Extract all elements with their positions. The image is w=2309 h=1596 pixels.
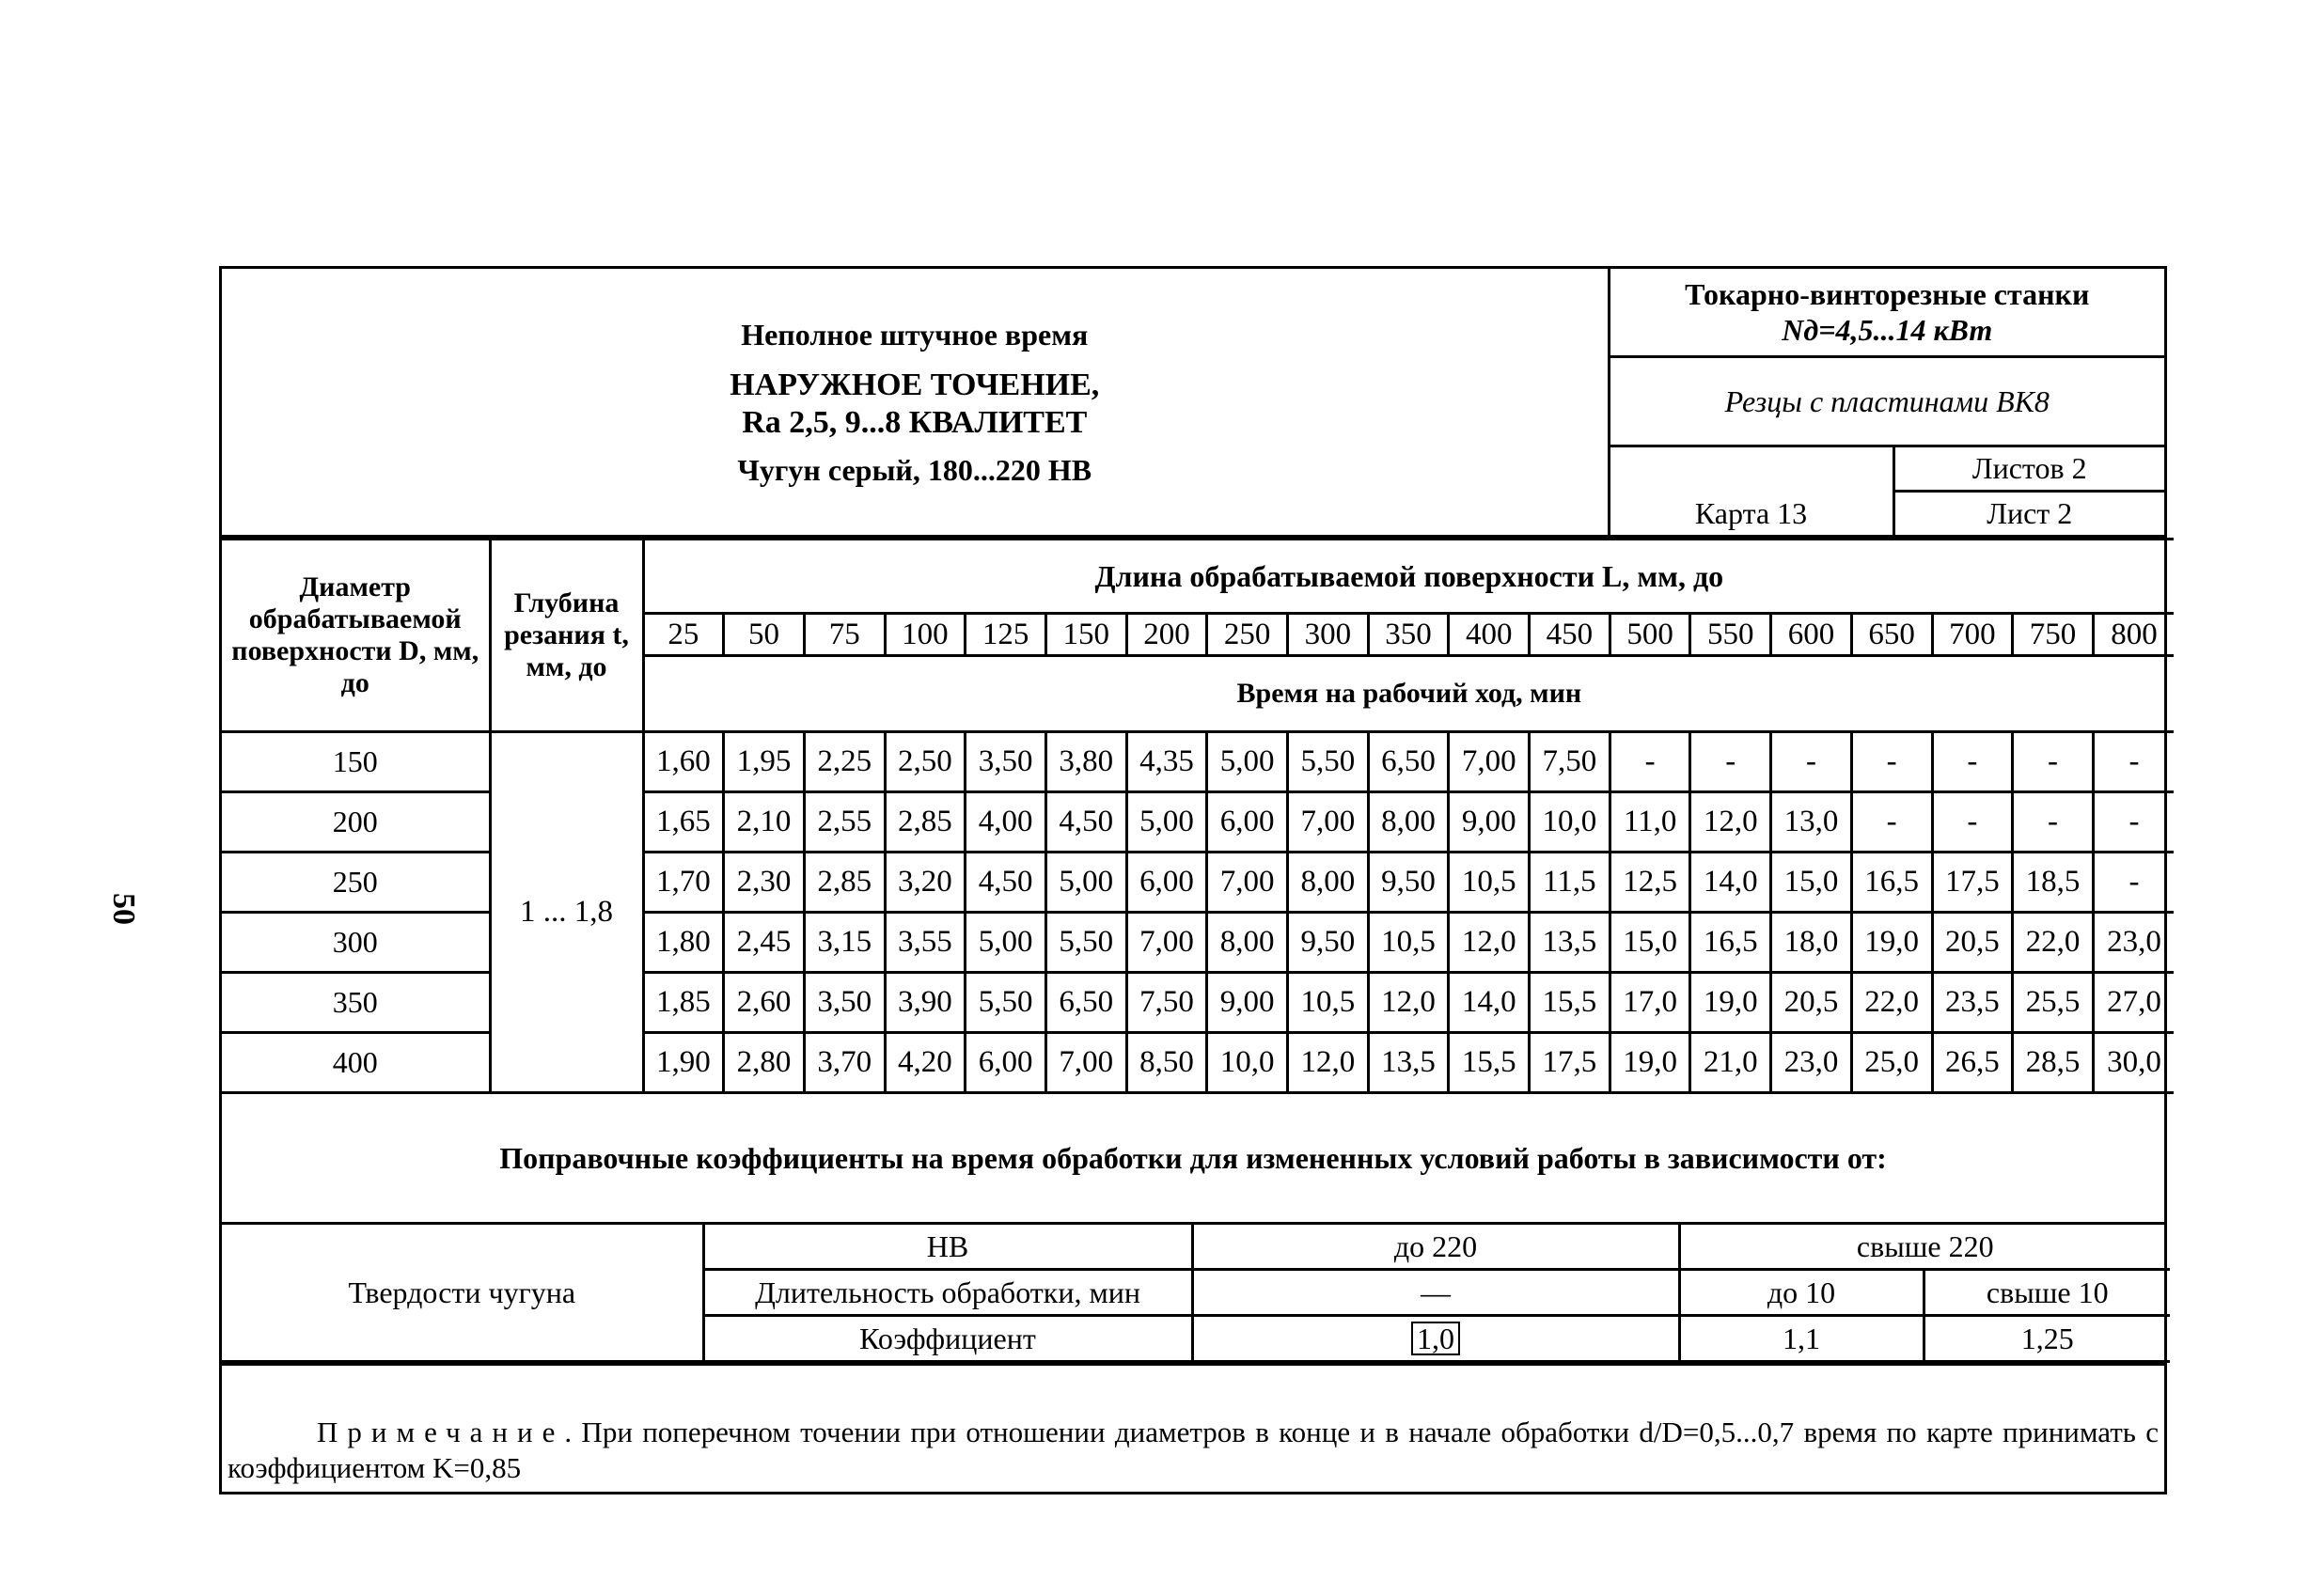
card-header — [222, 269, 2164, 538]
time-cell: - — [2093, 732, 2174, 792]
corrections-title: Поправочные коэффициенты на время обработки для измененных условий работы в зависимости от: — [222, 1094, 2164, 1225]
time-cell: 2,85 — [885, 792, 966, 853]
col-depth: Глубина резания t, мм, до — [490, 540, 643, 732]
time-cell: 8,00 — [1368, 792, 1449, 853]
duration-label: Длительность обработки, мин — [703, 1270, 1192, 1316]
time-cell: 1,90 — [643, 1033, 724, 1093]
diameter-cell: 250 — [222, 853, 490, 913]
time-cell: 1,65 — [643, 792, 724, 853]
card-number: Карта 13 — [1609, 446, 1893, 537]
coef-2: 1,1 — [1679, 1316, 1924, 1362]
diameter-cell: 150 — [222, 732, 490, 792]
time-cell: - — [1771, 732, 1852, 792]
time-cell: 13,0 — [1771, 792, 1852, 853]
time-cell: 2,25 — [804, 732, 885, 792]
time-cell: 2,60 — [724, 973, 805, 1033]
time-cell: 4,50 — [1045, 792, 1126, 853]
time-cell: 2,85 — [804, 853, 885, 913]
time-cell: 1,70 — [643, 853, 724, 913]
length-cell: 75 — [804, 614, 885, 656]
time-cell: 5,50 — [1045, 913, 1126, 973]
time-cell: 2,45 — [724, 913, 805, 973]
time-cell: 13,5 — [1368, 1033, 1449, 1093]
time-cell: 9,00 — [1449, 792, 1530, 853]
time-cell: - — [1851, 732, 1932, 792]
title-main-2: Ra 2,5, 9...8 КВАЛИТЕТ — [742, 404, 1088, 440]
length-cell: 500 — [1610, 614, 1690, 656]
title-small: Неполное штучное время — [741, 317, 1089, 352]
time-cell: 10,5 — [1288, 973, 1369, 1033]
time-cell: 6,50 — [1368, 732, 1449, 792]
table-row — [222, 732, 2174, 792]
corrections-table — [222, 1225, 2170, 1363]
time-cell: 17,5 — [1932, 853, 2013, 913]
time-cell: 3,80 — [1045, 732, 1126, 792]
duration-none: — — [1192, 1270, 1679, 1316]
time-cell: 3,15 — [804, 913, 885, 973]
time-cell: - — [1932, 792, 2013, 853]
time-cell: - — [2013, 792, 2094, 853]
time-cell: 18,0 — [1771, 913, 1852, 973]
length-header: Длина обрабатываемой поверхности L, мм, до — [643, 540, 2174, 614]
time-cell: 3,90 — [885, 973, 966, 1033]
time-cell: 26,5 — [1932, 1033, 2013, 1093]
time-cell: 22,0 — [2013, 913, 2094, 973]
time-cell: 23,5 — [1932, 973, 2013, 1033]
length-cell: 250 — [1207, 614, 1288, 656]
time-cell: 19,0 — [1610, 1033, 1690, 1093]
time-cell: 20,5 — [1932, 913, 2013, 973]
time-cell: 28,5 — [2013, 1033, 2094, 1093]
time-cell: 20,5 — [1771, 973, 1852, 1033]
coef-3: 1,25 — [1924, 1316, 2170, 1362]
note-text: . При поперечном точении при отношении диаметров в конце и в начале обработки d/D=0,5...0,7 время по карте принимать с коэффициентом K=0,85 — [228, 1416, 2159, 1484]
sheets-total: Листов 2 — [1893, 446, 2164, 492]
time-cell: 2,55 — [804, 792, 885, 853]
time-cell: 15,0 — [1771, 853, 1852, 913]
time-cell: 3,20 — [885, 853, 966, 913]
duration-gt-10: свыше 10 — [1924, 1270, 2170, 1316]
machine-block — [1609, 269, 2164, 357]
tool: Резцы с пластинами ВК8 — [1609, 357, 2164, 446]
time-cell: 4,20 — [885, 1033, 966, 1093]
machine-type: Токарно-винторезные станки — [1685, 277, 2090, 311]
time-cell: 6,50 — [1045, 973, 1126, 1033]
card-frame — [219, 266, 2167, 1494]
time-cell: 9,00 — [1207, 973, 1288, 1033]
time-table — [222, 538, 2174, 1094]
time-cell: 21,0 — [1690, 1033, 1771, 1093]
time-cell: 3,50 — [966, 732, 1046, 792]
hb-gt-220: свыше 220 — [1679, 1225, 2170, 1270]
time-cell: 11,5 — [1530, 853, 1610, 913]
time-cell: 8,00 — [1288, 853, 1369, 913]
material: Чугун серый, 180...220 НВ — [737, 452, 1092, 487]
time-cell: 6,00 — [1126, 853, 1207, 913]
time-cell: 3,55 — [885, 913, 966, 973]
time-cell: 2,50 — [885, 732, 966, 792]
time-cell: 12,0 — [1368, 973, 1449, 1033]
time-cell: 14,0 — [1690, 853, 1771, 913]
time-cell: 13,5 — [1530, 913, 1610, 973]
length-cell: 400 — [1449, 614, 1530, 656]
time-cell: 12,0 — [1690, 792, 1771, 853]
time-cell: 12,5 — [1610, 853, 1690, 913]
time-cell: - — [2013, 732, 2094, 792]
time-cell: 27,0 — [2093, 973, 2174, 1033]
time-cell: 17,5 — [1530, 1033, 1610, 1093]
time-cell: 16,5 — [1690, 913, 1771, 973]
time-cell: 14,0 — [1449, 973, 1530, 1033]
length-cell: 25 — [643, 614, 724, 656]
time-cell: 19,0 — [1851, 913, 1932, 973]
time-cell: 6,00 — [1207, 792, 1288, 853]
length-cell: 350 — [1368, 614, 1449, 656]
time-cell: 18,5 — [2013, 853, 2094, 913]
title-block — [222, 269, 1609, 537]
time-cell: 16,5 — [1851, 853, 1932, 913]
time-cell: 7,00 — [1449, 732, 1530, 792]
time-header: Время на рабочий ход, мин — [643, 656, 2174, 732]
time-cell: - — [2093, 853, 2174, 913]
time-cell: 7,50 — [1530, 732, 1610, 792]
diameter-cell: 400 — [222, 1033, 490, 1093]
hb-label: НВ — [703, 1225, 1192, 1270]
time-cell: 12,0 — [1449, 913, 1530, 973]
length-cell: 650 — [1851, 614, 1932, 656]
time-cell: 12,0 — [1288, 1033, 1369, 1093]
time-cell: 7,50 — [1126, 973, 1207, 1033]
time-cell: 17,0 — [1610, 973, 1690, 1033]
time-cell: 10,5 — [1368, 913, 1449, 973]
time-cell: 22,0 — [1851, 973, 1932, 1033]
title-main-1: НАРУЖНОЕ ТОЧЕНИЕ, — [730, 367, 1100, 402]
time-cell: 3,70 — [804, 1033, 885, 1093]
time-cell: - — [1610, 732, 1690, 792]
length-cell: 125 — [966, 614, 1046, 656]
note — [222, 1363, 2164, 1492]
time-cell: 15,0 — [1610, 913, 1690, 973]
time-cell: 1,80 — [643, 913, 724, 973]
time-cell: 1,85 — [643, 973, 724, 1033]
time-cell: 23,0 — [1771, 1033, 1852, 1093]
col-diameter: Диаметр обрабатываемой поверхности D, мм, до — [222, 540, 490, 732]
time-cell: 10,0 — [1207, 1033, 1288, 1093]
coef-1: 1,0 — [1411, 1322, 1460, 1355]
time-cell: 19,0 — [1690, 973, 1771, 1033]
duration-le-10: до 10 — [1679, 1270, 1924, 1316]
time-cell: 5,00 — [1207, 732, 1288, 792]
time-cell: 25,5 — [2013, 973, 2094, 1033]
time-cell: 9,50 — [1288, 913, 1369, 973]
time-cell: - — [1690, 732, 1771, 792]
time-cell: 15,5 — [1449, 1033, 1530, 1093]
time-cell: 1,60 — [643, 732, 724, 792]
machine-power: Nд=4,5...14 кВт — [1782, 313, 1993, 347]
length-cell: 450 — [1530, 614, 1610, 656]
time-cell: 6,00 — [966, 1033, 1046, 1093]
length-cell: 200 — [1126, 614, 1207, 656]
coef-1-cell — [1192, 1316, 1679, 1362]
hb-le-220: до 220 — [1192, 1225, 1679, 1270]
time-cell: 8,00 — [1207, 913, 1288, 973]
page-number: 50 — [106, 893, 141, 925]
time-cell: 7,00 — [1126, 913, 1207, 973]
time-cell: 5,50 — [1288, 732, 1369, 792]
length-cell: 750 — [2013, 614, 2094, 656]
length-cell: 50 — [724, 614, 805, 656]
time-cell: 8,50 — [1126, 1033, 1207, 1093]
time-cell: - — [1932, 732, 2013, 792]
time-cell: 2,80 — [724, 1033, 805, 1093]
time-cell: 23,0 — [2093, 913, 2174, 973]
diameter-cell: 200 — [222, 792, 490, 853]
length-cell: 700 — [1932, 614, 2013, 656]
time-cell: 25,0 — [1851, 1033, 1932, 1093]
length-cell: 600 — [1771, 614, 1852, 656]
time-cell: - — [1851, 792, 1932, 853]
time-cell: 4,35 — [1126, 732, 1207, 792]
time-cell: 30,0 — [2093, 1033, 2174, 1093]
time-cell: 9,50 — [1368, 853, 1449, 913]
time-cell: 4,50 — [966, 853, 1046, 913]
length-cell: 150 — [1045, 614, 1126, 656]
length-cell: 800 — [2093, 614, 2174, 656]
coef-label: Коэффициент — [703, 1316, 1192, 1362]
time-cell: 5,00 — [1045, 853, 1126, 913]
time-cell: 7,00 — [1045, 1033, 1126, 1093]
time-cell: 7,00 — [1288, 792, 1369, 853]
time-cell: 3,50 — [804, 973, 885, 1033]
note-prefix: Примечание — [317, 1416, 565, 1448]
time-cell: 5,50 — [966, 973, 1046, 1033]
time-cell: 7,00 — [1207, 853, 1288, 913]
length-cell: 550 — [1690, 614, 1771, 656]
time-cell: 15,5 — [1530, 973, 1610, 1033]
time-cell: 10,0 — [1530, 792, 1610, 853]
time-cell: 10,5 — [1449, 853, 1530, 913]
diameter-cell: 300 — [222, 913, 490, 973]
time-cell: 5,00 — [1126, 792, 1207, 853]
length-cell: 300 — [1288, 614, 1369, 656]
diameter-cell: 350 — [222, 973, 490, 1033]
sheet-number: Лист 2 — [1893, 492, 2164, 537]
time-cell: 2,10 — [724, 792, 805, 853]
factor-label: Твердости чугуна — [222, 1225, 703, 1362]
time-cell: - — [2093, 792, 2174, 853]
time-cell: 11,0 — [1610, 792, 1690, 853]
time-cell: 5,00 — [966, 913, 1046, 973]
time-cell: 4,00 — [966, 792, 1046, 853]
depth-cell: 1 ... 1,8 — [490, 732, 643, 1093]
length-cell: 100 — [885, 614, 966, 656]
time-cell: 1,95 — [724, 732, 805, 792]
time-cell: 2,30 — [724, 853, 805, 913]
